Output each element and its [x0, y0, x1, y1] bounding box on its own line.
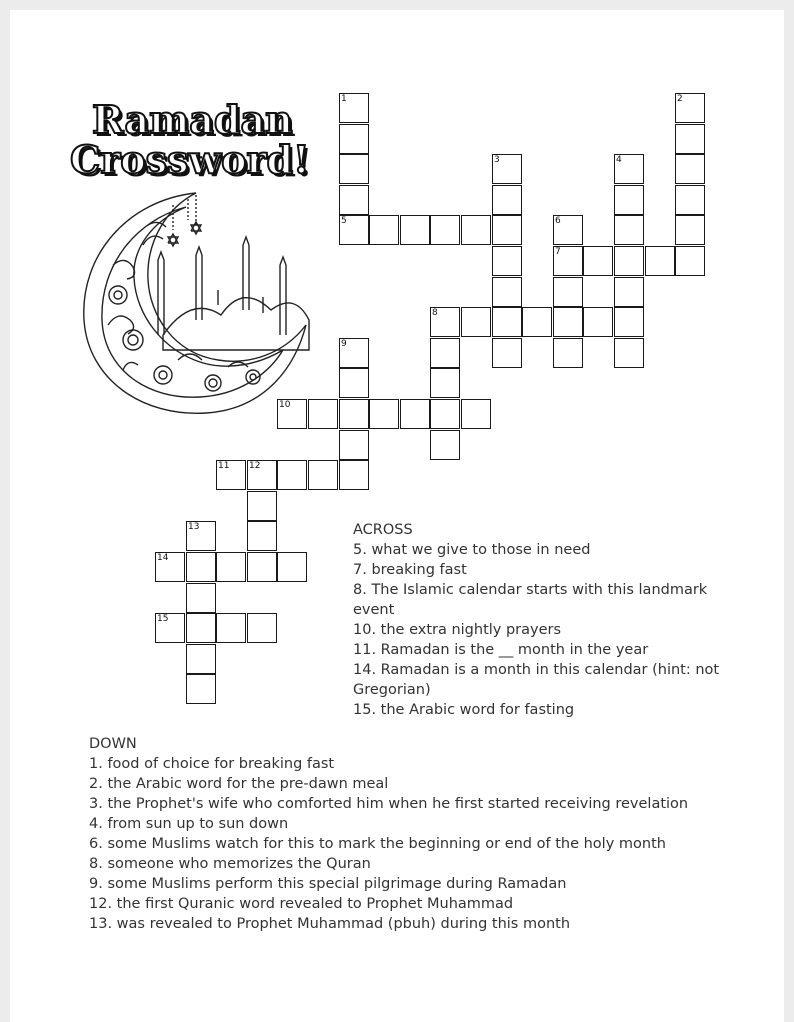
- across-clue: 5. what we give to those in need: [353, 542, 591, 558]
- crossword-cell[interactable]: [430, 368, 460, 398]
- crossword-cell[interactable]: [186, 644, 216, 674]
- crossword-cell[interactable]: [492, 246, 522, 276]
- down-clue: 8. someone who memorizes the Quran: [89, 856, 371, 872]
- crossword-cell[interactable]: [553, 246, 583, 276]
- clue-number: 7: [555, 247, 561, 257]
- down-clue: 4. from sun up to sun down: [89, 816, 289, 832]
- down-clue: 1. food of choice for breaking fast: [89, 756, 335, 772]
- crossword-cell[interactable]: [339, 93, 369, 123]
- clue-number: 6: [555, 216, 561, 226]
- crossword-cell[interactable]: [614, 215, 644, 245]
- crossword-cell[interactable]: [645, 246, 675, 276]
- crossword-cell[interactable]: [186, 613, 216, 643]
- crossword-cell[interactable]: [339, 368, 369, 398]
- crossword-cell[interactable]: [675, 154, 705, 184]
- crossword-cell[interactable]: [247, 521, 277, 551]
- crossword-cell[interactable]: [430, 307, 460, 337]
- crossword-cell[interactable]: [369, 399, 399, 429]
- crossword-cell[interactable]: [247, 613, 277, 643]
- clue-number: 15: [157, 614, 169, 624]
- crossword-cell[interactable]: [430, 399, 460, 429]
- across-clues: [353, 520, 733, 720]
- crossword-cell[interactable]: [430, 215, 460, 245]
- crossword-cell[interactable]: [675, 124, 705, 154]
- crossword-cell[interactable]: [339, 215, 369, 245]
- crossword-cell[interactable]: [186, 583, 216, 613]
- crossword-cell[interactable]: [339, 430, 369, 460]
- crossword-cell[interactable]: [216, 552, 246, 582]
- crossword-cell[interactable]: [492, 154, 522, 184]
- crossword-cell[interactable]: [308, 399, 338, 429]
- clue-number: 5: [341, 216, 347, 226]
- crossword-cell[interactable]: [339, 460, 369, 490]
- crossword-cell[interactable]: [492, 185, 522, 215]
- crossword-cell[interactable]: [461, 307, 491, 337]
- crossword-cell[interactable]: [492, 277, 522, 307]
- crossword-cell[interactable]: [339, 154, 369, 184]
- title-line-1: Ramadan: [92, 97, 293, 142]
- down-clues: [89, 734, 729, 934]
- crossword-cell[interactable]: [247, 491, 277, 521]
- crossword-cell[interactable]: [339, 338, 369, 368]
- crossword-cell[interactable]: [614, 307, 644, 337]
- crossword-cell[interactable]: [277, 399, 307, 429]
- clue-number: 4: [616, 155, 622, 165]
- crossword-cell[interactable]: [553, 338, 583, 368]
- across-clue: 10. the extra nightly prayers: [353, 622, 562, 638]
- crossword-cell[interactable]: [675, 185, 705, 215]
- clue-number: 9: [341, 339, 347, 349]
- clue-number: 13: [188, 522, 200, 532]
- down-clue: 6. some Muslims watch for this to mark the beginning or end of the holy month: [89, 836, 666, 852]
- down-clue: 3. the Prophet's wife who comforted him when he first started receiving revelation: [89, 796, 689, 812]
- crossword-cell[interactable]: [553, 307, 583, 337]
- crossword-cell[interactable]: [430, 430, 460, 460]
- crossword-cell[interactable]: [155, 613, 185, 643]
- crossword-cell[interactable]: [553, 215, 583, 245]
- crossword-cell[interactable]: [583, 307, 613, 337]
- crossword-cell[interactable]: [675, 215, 705, 245]
- crossword-cell[interactable]: [247, 460, 277, 490]
- crossword-cell[interactable]: [216, 613, 246, 643]
- crossword-cell[interactable]: [369, 215, 399, 245]
- crossword-cell[interactable]: [614, 154, 644, 184]
- crossword-cell[interactable]: [583, 246, 613, 276]
- crossword-cell[interactable]: [216, 460, 246, 490]
- crossword-cell[interactable]: [553, 277, 583, 307]
- across-clue: 11. Ramadan is the __ month in the year: [353, 642, 649, 658]
- crossword-cell[interactable]: [277, 552, 307, 582]
- down-clue: 2. the Arabic word for the pre-dawn meal: [89, 776, 389, 792]
- crossword-cell[interactable]: [339, 399, 369, 429]
- down-clue: 13. was revealed to Prophet Muhammad (pbuh) during this month: [89, 916, 571, 932]
- clue-number: 8: [432, 308, 438, 318]
- down-heading: DOWN: [89, 736, 137, 752]
- clue-number: 2: [677, 94, 683, 104]
- crossword-cell[interactable]: [308, 460, 338, 490]
- across-clue: 15. the Arabic word for fasting: [353, 702, 575, 718]
- crossword-cell[interactable]: [430, 338, 460, 368]
- crossword-cell[interactable]: [339, 185, 369, 215]
- crossword-cell[interactable]: [400, 215, 430, 245]
- crossword-cell[interactable]: [614, 185, 644, 215]
- clue-number: 1: [341, 94, 347, 104]
- crossword-cell[interactable]: [339, 124, 369, 154]
- crossword-cell[interactable]: [247, 552, 277, 582]
- clue-number: 14: [157, 553, 169, 563]
- across-clue: 14. Ramadan is a month in this calendar (hint: not Gregorian): [353, 662, 720, 698]
- crossword-cell[interactable]: [186, 674, 216, 704]
- crossword-cell[interactable]: [522, 307, 552, 337]
- crossword-cell[interactable]: [492, 215, 522, 245]
- crossword-cell[interactable]: [186, 521, 216, 551]
- clue-number: 3: [494, 155, 500, 165]
- clue-number: 11: [218, 461, 230, 471]
- crossword-cell[interactable]: [461, 399, 491, 429]
- crossword-cell[interactable]: [492, 307, 522, 337]
- crossword-cell[interactable]: [461, 215, 491, 245]
- crossword-cell[interactable]: [614, 246, 644, 276]
- clue-number: 12: [249, 461, 261, 471]
- crossword-cell[interactable]: [675, 246, 705, 276]
- crossword-cell[interactable]: [614, 338, 644, 368]
- down-clue: 9. some Muslims perform this special pilgrimage during Ramadan: [89, 876, 567, 892]
- crossword-cell[interactable]: [614, 277, 644, 307]
- crossword-cell[interactable]: [186, 552, 216, 582]
- crossword-cell[interactable]: [277, 460, 307, 490]
- across-heading: ACROSS: [353, 522, 413, 538]
- across-clue: 8. The Islamic calendar starts with this landmark event: [353, 582, 708, 618]
- crossword-cell[interactable]: [400, 399, 430, 429]
- clue-number: 10: [279, 400, 291, 410]
- crossword-cell[interactable]: [155, 552, 185, 582]
- crossword-cell[interactable]: [492, 338, 522, 368]
- title-line-2: Crossword!: [70, 137, 310, 182]
- across-clue: 7. breaking fast: [353, 562, 467, 578]
- down-clue: 12. the first Quranic word revealed to Prophet Muhammad: [89, 896, 514, 912]
- crossword-cell[interactable]: [675, 93, 705, 123]
